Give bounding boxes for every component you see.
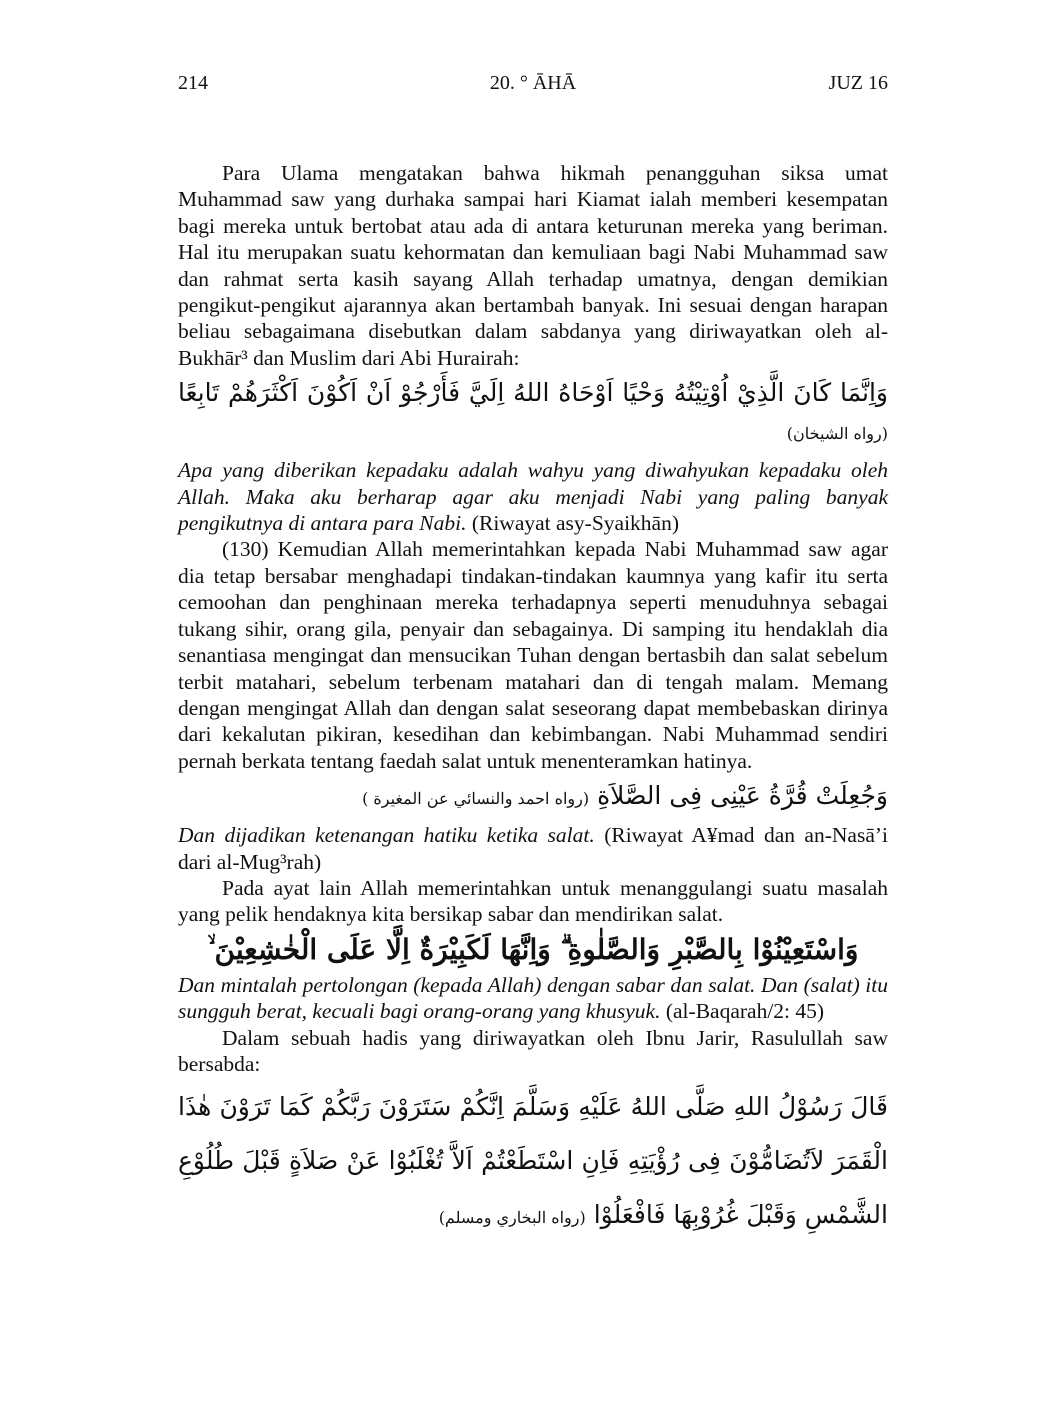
hadith-2-text: وَجُعِلَتْ قُرَّةُ عَيْنِى فِى الصَّلاَةِ [597,781,888,811]
hadith-2-narration: (Riwayat A¥mad dan an-Nasā’i dari al-Mug³rah) [178,823,888,874]
quran-verse-arabic: وَاسْتَعِيْنُوْا بِالصَّبْرِ وَالصَّلٰوةِ ۗ وَاِنَّهَا لَكَبِيْرَةٌ اِلَّا عَلَى الْخٰشِعِيْنَ ۙ [207,932,859,966]
paragraph-4: Dalam sebuah hadis yang diriwayatkan oleh Ibnu Jarir, Rasulullah saw bersabda: [178,1025,888,1076]
hadith-1-translation-block [178,457,888,536]
verse-translation-block [178,972,888,1025]
hadith-2-source: (رواه احمد والنسائي عن المغيرة ) [362,789,590,809]
hadith-1-text: وَاِنَّمَا كَانَ الَّذِيْ اُوْتِيْتُهُ وَحْيًا اَوْحَاهُ اللهُ اِلَيَّ فَأَرْجُوْ اَنْ اَكُوْنَ اَكْثَرَهُمْ تَابِعًا [178,378,888,408]
hadith-2-arabic [178,777,888,818]
hadith-1-arabic [178,374,888,453]
hadith-3-arabic [178,1080,888,1245]
hadith-1-source: (رواه الشيخان) [786,424,888,444]
juz-label: JUZ 16 [828,72,888,94]
hadith-3-text: قَالَ رَسُوْلُ اللهِ صَلَّى اللهُ عَلَيْهِ وَسَلَّمَ اِنَّكُمْ سَتَرَوْنَ رَبَّكُمْ كَمَا تَرَوْنَ هٰذَا الْقَمَرَ لاَتُضَامُّوْنَ فِى رُؤْيَتِهِ فَاِنِ اسْتَطَعْتُمْ اَلاَّ تُغْلَبُوْا عَنْ صَلاَةٍ قَبْلَ طُلُوْعِ الشَّمْسِ وَقَبْلَ غُرُوْبِهَا فَافْعَلُوْا [178,1092,888,1230]
page-header [178,72,888,102]
paragraph-2: (130) Kemudian Allah memerintahkan kepada Nabi Muhammad saw agar dia tetap bersabar menghadapi tindakan-tindakan kaumnya yang kafir itu serta cemoohan dan penghinaan mereka terhadapnya seperti menuduhnya sebagai tukang sihir, orang gila, penyair dan sebagainya. Di samping itu hendaklah dia senantiasa mengingat dan mensucikan Tuhan dengan bertasbih dan salat sebelum terbit matahari, sebelum terbenam matahari dan di tengah malam. Memang dengan mengingat Allah dan dengan salat seseorang dapat membebaskan dirinya dari kekalutan pikiran, kesedihan dan kebimbangan. Nabi Muhammad sendiri pernah berkata tentang faedah salat untuk menenteramkan hatinya. [178,537,888,773]
chapter-title: 20. ° ĀHĀ [489,72,577,94]
hadith-2-translation-block [178,822,888,875]
hadith-1-translation: Apa yang diberikan kepadaku adalah wahyu yang diwahyukan kepadaku oleh Allah. Maka aku berharap agar aku menjadi Nabi yang paling banyak pengikutnya di antara para Nabi. [178,458,888,536]
paragraph-1: Para Ulama mengatakan bahwa hikmah penangguhan siksa umat Muhammad saw yang durhaka sampai hari Kiamat ialah memberi kesempatan bagi mereka untuk bertobat atau ada di antara keturunan mereka yang beriman. Hal itu merupakan suatu kehormatan dan kemuliaan bagi Nabi Muhammad saw dan rahmat serta kasih sayang Allah terhadap umatnya, dengan demikian pengikut-pengikut ajarannya akan bertambah banyak. Ini sesuai dengan harapan beliau sebagaimana disebutkan dalam sabdanya yang diriwayatkan oleh al-Bukhār³ dan Muslim dari Abi Hurairah: [178,161,888,370]
hadith-3-source: (رواه البخاري ومسلم) [438,1208,586,1228]
page-body [178,160,888,1249]
verse-translation: Dan mintalah pertolongan (kepada Allah) dengan sabar dan salat. Dan (salat) itu sungguh berat, kecuali bagi orang-orang yang khusyuk. [178,972,888,1024]
page-number: 214 [178,72,208,94]
hadith-2-translation: Dan dijadikan ketenangan hatiku ketika salat. [178,823,595,848]
verse-reference: (al-Baqarah/2: 45) [665,999,825,1024]
document-page [178,72,888,1230]
hadith-1-narration: (Riwayat asy-Syaikhān) [471,511,680,536]
paragraph-3: Pada ayat lain Allah memerintahkan untuk menanggulangi suatu masalah yang pelik hendaknya kita bersikap sabar dan mendirikan salat. [178,875,888,927]
